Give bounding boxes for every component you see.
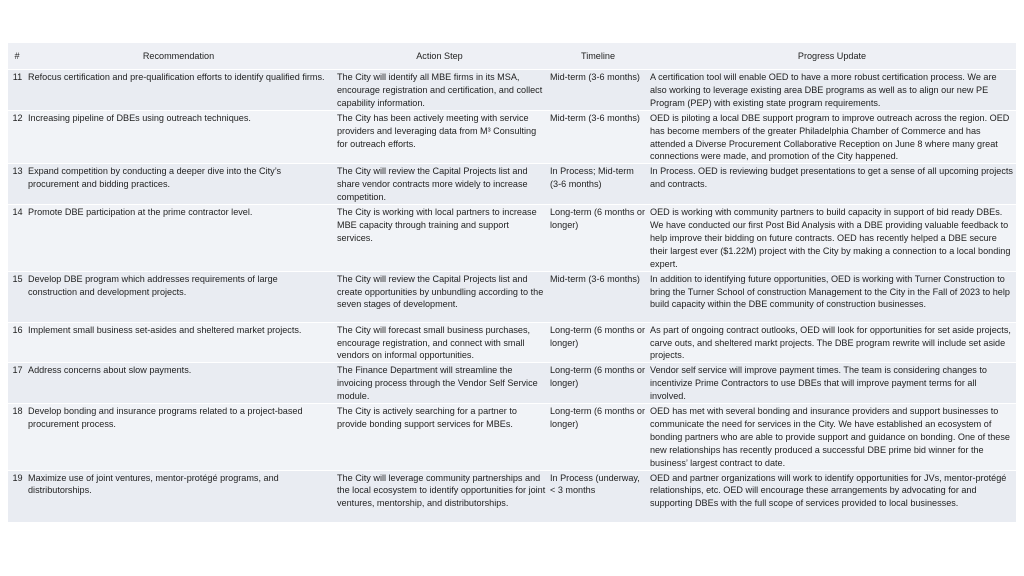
- row-progress-update: OED is working with community partners to build capacity in support of bid ready DBEs. We have conducted our first Post Bid Analysis with a DBE providing valuable feedback to help improve their bidding on future contracts. OED has recently helped a DBE secure their largest ever ($1.22M) project with the City by making a connection to a local bonding expert.: [648, 205, 1016, 272]
- table-row: [8, 110, 1016, 164]
- row-progress-update: As part of ongoing contract outlooks, OED will look for opportunities for set aside projects, carve outs, and sheltered markt projects. The DBE program rewrite will include set aside projects.: [648, 322, 1016, 363]
- header-recommendation: Recommendation: [26, 43, 331, 70]
- table-row: [8, 322, 1016, 363]
- row-timeline: Long-term (6 months or longer): [548, 404, 648, 471]
- row-recommendation: Develop bonding and insurance programs related to a project-based procurement process.: [26, 404, 331, 471]
- table-row: [8, 205, 1016, 272]
- table-header-row: [8, 43, 1016, 70]
- row-number: 19: [8, 470, 26, 522]
- row-recommendation: Promote DBE participation at the prime contractor level.: [26, 205, 331, 272]
- row-action-step: The City will identify all MBE firms in its MSA, encourage registration and certification, and collect capability information.: [331, 70, 548, 111]
- table-row: [8, 70, 1016, 111]
- row-action-step: The City will forecast small business purchases, encourage registration, and connect with small vendors on informal opportunities.: [331, 322, 548, 363]
- header-progress-update: Progress Update: [648, 43, 1016, 70]
- row-number: 15: [8, 271, 26, 322]
- row-recommendation: Expand competition by conducting a deeper dive into the City’s procurement and bidding practices.: [26, 164, 331, 205]
- header-number: #: [8, 43, 26, 70]
- row-action-step: The Finance Department will streamline the invoicing process through the Vendor Self Service module.: [331, 363, 548, 404]
- row-progress-update: In Process. OED is reviewing budget presentations to get a sense of all upcoming projects and contracts.: [648, 164, 1016, 205]
- row-progress-update: OED is piloting a local DBE support program to improve outreach across the region. OED has become members of the greater Philadelphia Chamber of Commerce and has attended a Diverse Procurement Collaborative Reception on June 8 where many great connections were made, and promotion of the City happened.: [648, 110, 1016, 164]
- row-timeline: Long-term (6 months or longer): [548, 322, 648, 363]
- row-number: 18: [8, 404, 26, 471]
- row-number: 13: [8, 164, 26, 205]
- row-timeline: Mid-term (3-6 months): [548, 70, 648, 111]
- table-row: [8, 470, 1016, 522]
- row-progress-update: A certification tool will enable OED to have a more robust certification process. We are also working to leverage existing area DBE programs as well as to align our new PE Program (PEP) with existing state program requirements.: [648, 70, 1016, 111]
- table-row: [8, 363, 1016, 404]
- row-action-step: The City is actively searching for a partner to provide bonding support services for MBEs.: [331, 404, 548, 471]
- row-progress-update: OED has met with several bonding and insurance providers and support businesses to communicate the need for services in the City. We have established an ecosystem of bonding partners who are able to provide support and guidance on bonding. One of these new relationships has recently produced a successful DBE prime bid winner for the business’ largest contract to date.: [648, 404, 1016, 471]
- row-number: 16: [8, 322, 26, 363]
- row-timeline: In Process (underway, < 3 months: [548, 470, 648, 522]
- row-number: 14: [8, 205, 26, 272]
- table-row: [8, 164, 1016, 205]
- row-progress-update: OED and partner organizations will work to identify opportunities for JVs, mentor-protégé relationships, etc. OED will encourage these arrangements by advocating for and supporting DBEs with the full scope of services provided to local businesses.: [648, 470, 1016, 522]
- row-recommendation: Increasing pipeline of DBEs using outreach techniques.: [26, 110, 331, 164]
- table-row: [8, 271, 1016, 322]
- row-recommendation: Implement small business set-asides and sheltered market projects.: [26, 322, 331, 363]
- row-timeline: Long-term (6 months or longer): [548, 205, 648, 272]
- row-recommendation: Develop DBE program which addresses requirements of large construction and development projects.: [26, 271, 331, 322]
- row-action-step: The City is working with local partners to increase MBE capacity through training and support services.: [331, 205, 548, 272]
- row-recommendation: Maximize use of joint ventures, mentor-protégé programs, and distributorships.: [26, 470, 331, 522]
- row-recommendation: Refocus certification and pre-qualification efforts to identify qualified firms.: [26, 70, 331, 111]
- header-action-step: Action Step: [331, 43, 548, 70]
- row-number: 11: [8, 70, 26, 111]
- row-action-step: The City has been actively meeting with service providers and leveraging data from M³ Consulting for outreach efforts.: [331, 110, 548, 164]
- row-number: 12: [8, 110, 26, 164]
- row-action-step: The City will leverage community partnerships and the local ecosystem to identify opportunities for joint ventures, mentorship, and distributorships.: [331, 470, 548, 522]
- row-timeline: Long-term (6 months or longer): [548, 363, 648, 404]
- table-row: [8, 404, 1016, 471]
- row-action-step: The City will review the Capital Projects list and create opportunities by unbundling according to the seven stages of development.: [331, 271, 548, 322]
- row-timeline: Mid-term (3-6 months): [548, 271, 648, 322]
- progress-table: [8, 43, 1016, 522]
- row-progress-update: In addition to identifying future opportunities, OED is working with Turner Construction to bring the Turner School of construction Management to the City in the Fall of 2023 to help build capacity within the DBE community of construction businesses.: [648, 271, 1016, 322]
- row-number: 17: [8, 363, 26, 404]
- row-recommendation: Address concerns about slow payments.: [26, 363, 331, 404]
- header-timeline: Timeline: [548, 43, 648, 70]
- row-progress-update: Vendor self service will improve payment times. The team is considering changes to incentivize Prime Contractors to use DBEs that will improve payment terms for all involved.: [648, 363, 1016, 404]
- progress-table-container: [8, 43, 1016, 522]
- row-timeline: Mid-term (3-6 months): [548, 110, 648, 164]
- row-timeline: In Process; Mid-term (3-6 months): [548, 164, 648, 205]
- row-action-step: The City will review the Capital Projects list and share vendor contracts more widely to increase competition.: [331, 164, 548, 205]
